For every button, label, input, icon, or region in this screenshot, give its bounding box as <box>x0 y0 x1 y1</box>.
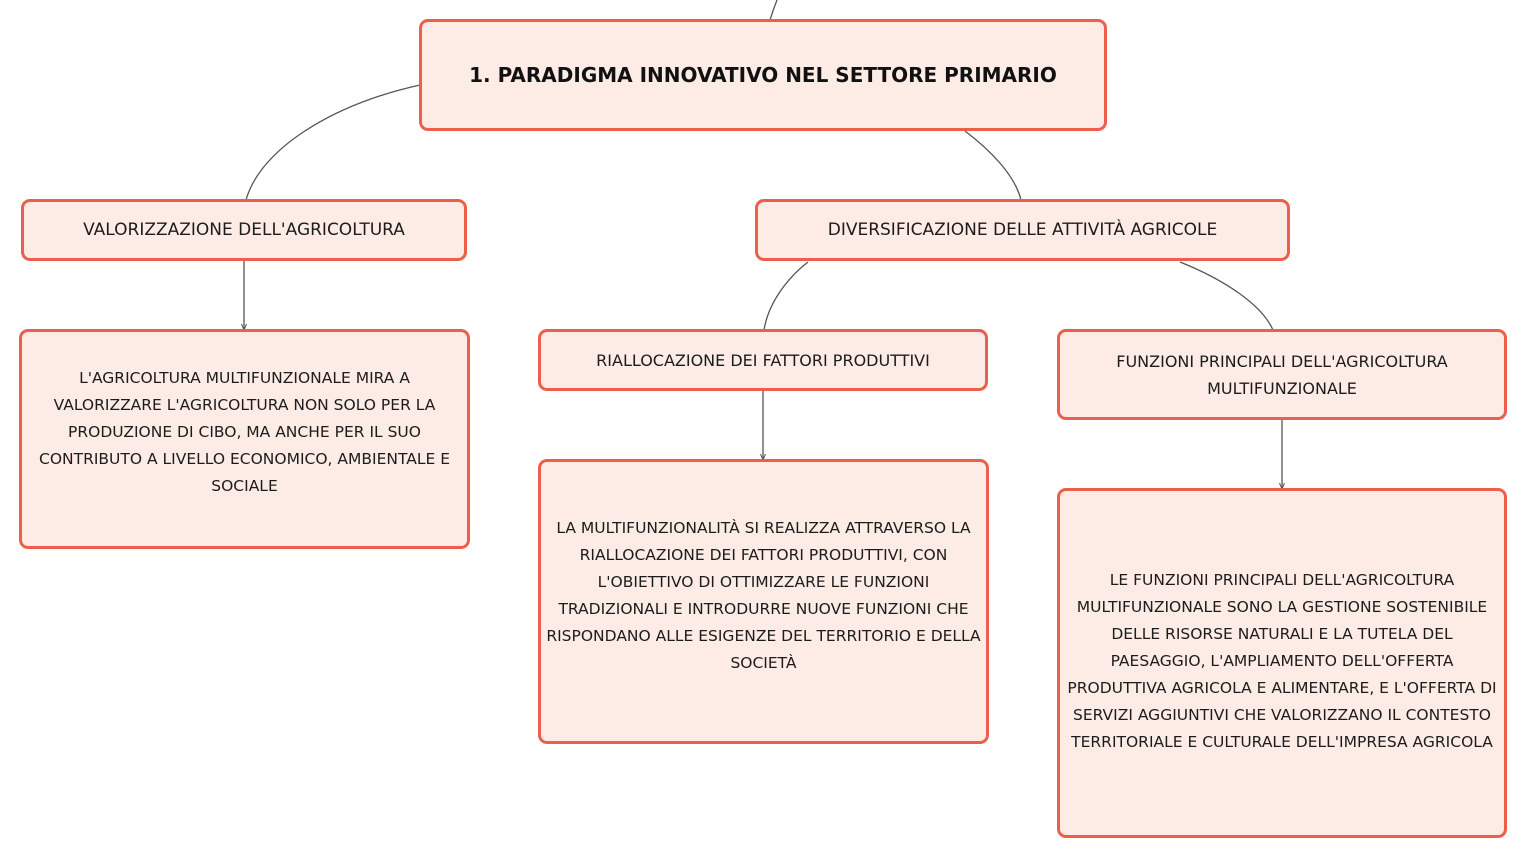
connector-diversificazione-to-riallocazione <box>764 262 808 330</box>
subtopic-node-riallocazione[interactable] <box>538 329 988 391</box>
root-node[interactable] <box>419 19 1107 131</box>
topic-node-valorizzazione-text: VALORIZZAZIONE DELL'AGRICOLTURA <box>83 219 405 240</box>
connector-root-to-diversificazione <box>965 131 1021 200</box>
detail-node-riallocazione-text: LA MULTIFUNZIONALITÀ SI REALIZZA ATTRAVERSO LA RIALLOCAZIONE DEI FATTORI PRODUTTIVI, CON L'OBIETTIVO DI OTTIMIZZARE LE FUNZIONI TRADIZIONALI E INTRODURRE NUOVE FUNZIONI CHE RISPONDANO ALLE ESIGENZE DEL TERRITORIO E DELLA SOCIETÀ <box>546 518 981 672</box>
subtopic-node-funzioni[interactable] <box>1057 329 1507 420</box>
detail-node-riallocazione[interactable] <box>538 459 989 744</box>
detail-node-valorizzazione[interactable] <box>19 329 470 549</box>
topic-node-diversificazione[interactable] <box>755 199 1290 261</box>
detail-node-valorizzazione-text: L'AGRICOLTURA MULTIFUNZIONALE MIRA A VALORIZZARE L'AGRICOLTURA NON SOLO PER LA PRODUZIONE DI CIBO, MA ANCHE PER IL SUO CONTRIBUTO A LIVELLO ECONOMICO, AMBIENTALE E SOCIALE <box>39 368 450 495</box>
topic-node-valorizzazione[interactable] <box>21 199 467 261</box>
topic-node-diversificazione-text: DIVERSIFICAZIONE DELLE ATTIVITÀ AGRICOLE <box>827 219 1218 240</box>
connector-diversificazione-to-funzioni <box>1180 262 1273 330</box>
subtopic-node-funzioni-text: FUNZIONI PRINCIPALI DELL'AGRICOLTURA MULTIFUNZIONALE <box>1116 351 1448 398</box>
subtopic-node-riallocazione-text: RIALLOCAZIONE DEI FATTORI PRODUTTIVI <box>596 350 930 370</box>
detail-node-funzioni[interactable] <box>1057 488 1507 838</box>
root-node-text: 1. PARADIGMA INNOVATIVO NEL SETTORE PRIMARIO <box>469 63 1057 87</box>
detail-node-funzioni-text: LE FUNZIONI PRINCIPALI DELL'AGRICOLTURA MULTIFUNZIONALE SONO LA GESTIONE SOSTENIBILE DELLE RISORSE NATURALI E LA TUTELA DEL PAESAGGIO, L'AMPLIAMENTO DELL'OFFERTA PRODUTTIVA AGRICOLA E ALIMENTARE, E L'OFFERTA DI SERVIZI AGGIUNTIVI CHE VALORIZZANO IL CONTESTO TERRITORIALE E CULTURALE DELL'IMPRESA AGRICOLA <box>1067 570 1497 751</box>
connector-parent-to-root <box>770 0 777 20</box>
connector-root-to-valorizzazione <box>246 85 420 200</box>
